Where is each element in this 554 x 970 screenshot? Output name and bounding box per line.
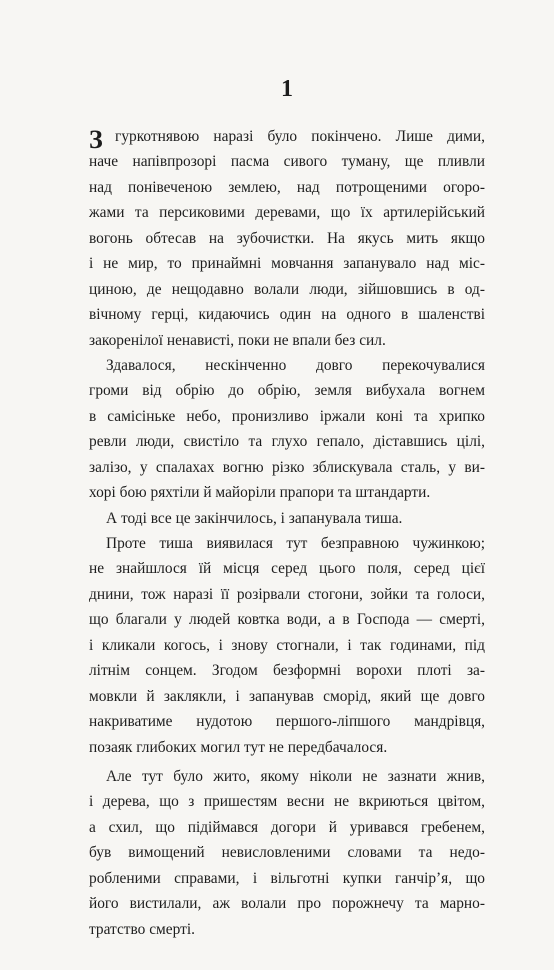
text-line: хорі бою ряхтіли й майоріли прапори та штандарти. — [89, 484, 431, 502]
text-line: днини, тож наразі її розірвали стогони, зойки та голоси, — [89, 585, 485, 603]
text-line: А тоді все це закінчилось, і запанувала тиша. — [106, 509, 403, 527]
text-line: літнім сонцем. Згодом безформні ворохи плоті за- — [89, 662, 485, 680]
text-line: і не мир, то принаймні мовчання запанувало над міс- — [89, 255, 485, 273]
text-line: не знайшлося їй місця серед цього поля, серед цієї — [89, 560, 485, 578]
text-line: мовкли й заклякли, і запанував сморід, який ще довго — [89, 687, 485, 705]
paragraph — [89, 764, 485, 942]
text-line: а схил, що підіймався догори й уривався гребенем, — [89, 818, 485, 836]
book-page — [89, 0, 485, 970]
text-line: був вимощений невисловленими словами та недо- — [89, 844, 485, 862]
chapter-number: 1 — [281, 76, 293, 102]
drop-initial: З — [89, 125, 103, 154]
text-line: накриватиме нудотою першого-ліпшого мандрівця, — [89, 713, 485, 731]
text-line: вічному герці, кидаючись один на одного в шаленстві — [89, 306, 485, 324]
text-line: в самісіньке небо, пронизливо іржали коні та хрипко — [89, 407, 485, 425]
text-line: над понівеченою землею, над потрощеними огоро- — [89, 178, 485, 196]
text-line: громи від обрію до обрію, земля вибухала вогнем — [89, 382, 485, 400]
paragraph — [89, 531, 485, 760]
text-line: його вистилали, аж волали про порожнечу та марно- — [89, 895, 485, 913]
text-line: ревли люди, свистіло та глухо гепало, діставшись цілі, — [89, 433, 485, 451]
text-line: робленими справами, і вільготні купки ганчір’я, що — [89, 869, 485, 887]
text-line: Здавалося, нескінченно довго перекочувалися — [106, 356, 485, 374]
body-text — [89, 124, 485, 942]
text-line: і дерева, що з пришестям весни не вкриються цвітом, — [89, 793, 485, 811]
text-line: жами та персиковими деревами, що їх артилерійський — [89, 204, 485, 222]
text-line: вогонь обтесав на зубочистки. На якусь мить якщо — [89, 229, 485, 247]
text-line: і кликали когось, і знову стогнали, і так годинами, під — [89, 636, 485, 654]
text-line: Проте тиша виявилася тут безправною чужинкою; — [106, 535, 485, 552]
text-line: Але тут було жито, якому ніколи не зазнати жнив, — [106, 767, 485, 785]
paragraph — [89, 353, 485, 506]
text-line: позаяк глибоких могил тут не передбачалося. — [89, 738, 388, 756]
text-line: закоренілої ненависті, поки не впали без сил. — [89, 331, 386, 349]
paragraph — [89, 124, 485, 353]
text-line: наче напівпрозорі пасма сивого туману, ще пливли — [89, 153, 485, 171]
paragraph — [89, 506, 485, 531]
text-line: гуркотнявою наразі було покінчено. Лише дими, — [115, 128, 485, 145]
text-line: що благали у людей ковтка води, а в Господа — смерті, — [89, 611, 485, 629]
text-line: циною, де нещодавно волали люди, зійшовшись в од- — [89, 280, 485, 298]
text-line: тратство смерті. — [89, 920, 195, 938]
text-line: залізо, у спалахах вогню різко зблискувала сталь, у ви- — [89, 458, 485, 476]
